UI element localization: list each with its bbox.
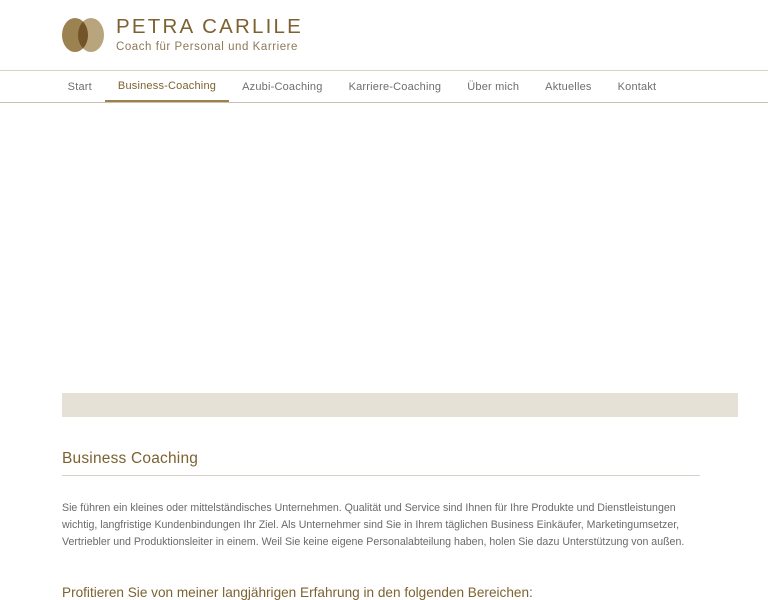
main-navigation	[0, 70, 768, 103]
page-title: Business Coaching	[62, 450, 700, 476]
brand-tagline: Coach für Personal und Karriere	[116, 41, 298, 54]
nav-item-business-coaching[interactable]: Business-Coaching	[105, 71, 229, 102]
lead-paragraph: Profitieren Sie von meiner langjährigen Erfahrung in den folgenden Bereichen:	[62, 585, 533, 600]
nav-item-azubi-coaching[interactable]: Azubi-Coaching	[242, 80, 323, 93]
brand-logo[interactable]	[62, 14, 303, 56]
site-header	[0, 0, 768, 70]
nav-list	[55, 71, 670, 102]
intro-paragraph: Sie führen ein kleines oder mittelständisches Unternehmen. Qualität und Service sind Ihnen für Ihre Produkte und Dienstleistungen wichtig, langfristige Kundenbindungen Ihr Ziel. Als Unternehmer sind Sie in Ihrem täglichen Business Einkäufer, Marketingumsetzer, Vertriebler und Produktionsleiter in einem. Weil Sie keine eigene Personalabteilung haben, holen Sie dazu Unterstützung von außen.	[62, 502, 685, 548]
hero-area	[0, 103, 768, 393]
nav-item-aktuelles[interactable]: Aktuelles	[545, 80, 592, 93]
main-content	[0, 450, 768, 600]
two-overlapping-circles-logo-icon	[62, 14, 106, 56]
decorative-band	[62, 393, 738, 417]
nav-item-start[interactable]: Start	[67, 80, 92, 93]
brand-text	[116, 16, 303, 54]
brand-name: PETRA CARLILE	[116, 14, 303, 38]
nav-item-ueber-mich[interactable]: Über mich	[467, 80, 520, 93]
nav-item-karriere-coaching[interactable]: Karriere-Coaching	[348, 80, 442, 93]
nav-item-kontakt[interactable]: Kontakt	[617, 80, 657, 93]
